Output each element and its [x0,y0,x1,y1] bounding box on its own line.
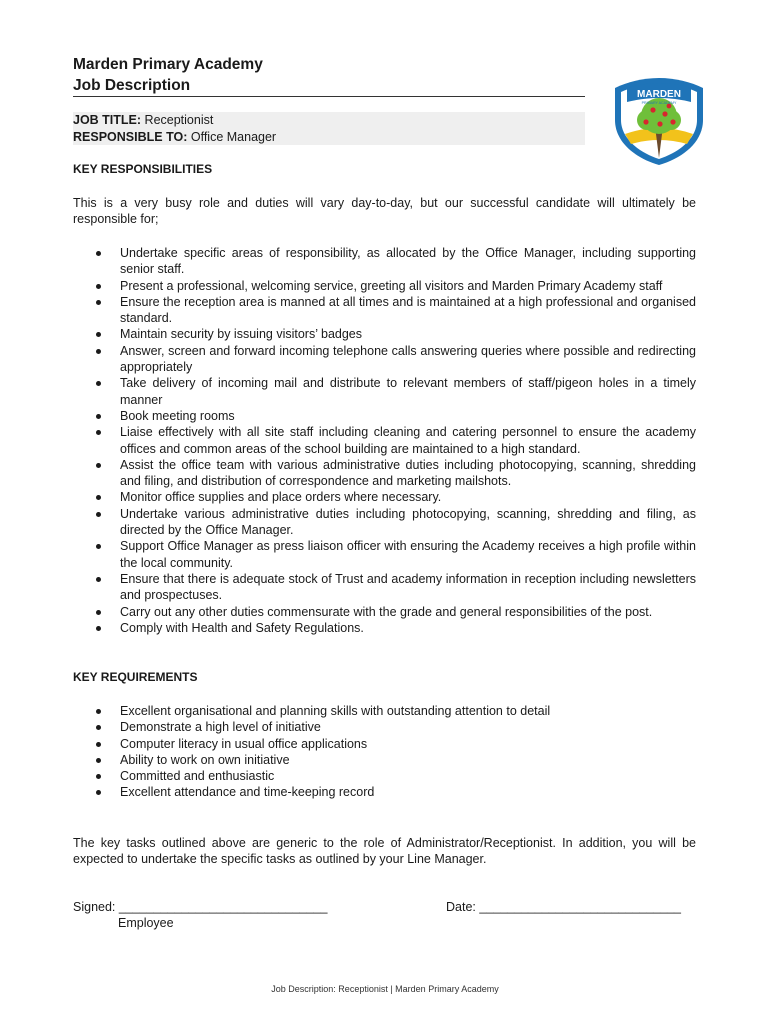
list-item [73,538,696,571]
bullet-icon [96,332,101,337]
bullet-icon [96,626,101,631]
date-field [446,900,681,914]
list-item-text: Maintain security by issuing visitors’ badges [120,327,363,342]
list-item [73,784,696,800]
bullet-icon [96,790,101,795]
list-item-text: Liaise effectively with all site staff including cleaning and catering personnel to ensure the academy offices and common areas of the school building are maintained to a high standard. [120,425,696,456]
bullet-icon [96,742,101,747]
list-item [73,424,696,457]
list-item-text: Book meeting rooms [120,408,235,423]
list-item [73,294,696,327]
list-item-text: Computer literacy in usual office applications [120,736,368,751]
bullet-icon [96,381,101,386]
list-item-text: Carry out any other duties commensurate with the grade and general responsibilities of the post. [120,604,653,619]
signed-line: ______________________________ [118,900,328,914]
list-item [73,278,696,294]
responsibilities-list [73,245,696,636]
list-item-text: Ensure that there is adequate stock of Trust and academy information in reception including newsletters and prospectuses. [120,571,696,603]
requirements-list [73,703,696,801]
responsible-to-row [73,129,585,146]
page-footer: Job Description: Receptionist | Marden Primary Academy [271,984,499,994]
date-label: Date: [446,900,476,914]
signed-field [73,900,327,914]
list-item-text: Assist the office team with various administrative duties including photocopying, scanning, shredding and filing, and distribution of correspondence and marketing mailshots. [120,457,696,489]
bullet-icon [96,414,101,419]
responsibilities-heading: KEY RESPONSIBILITIES [73,162,213,176]
bullet-icon [96,430,101,435]
school-logo [613,76,705,166]
document-type: Job Description [73,77,191,94]
list-item [73,506,696,539]
list-item [73,489,696,505]
list-item [73,343,696,376]
list-item-text: Support Office Manager as press liaison officer with ensuring the Academy receives a high profile within the local community. [120,539,696,570]
date-line: _____________________________ [479,900,681,914]
bullet-icon [96,544,101,549]
school-name: Marden Primary Academy [73,56,263,73]
list-item [73,375,696,408]
bullet-icon [96,709,101,714]
bullet-icon [96,463,101,468]
requirements-heading: KEY REQUIREMENTS [73,670,198,684]
list-item [73,408,696,424]
list-item-text: Undertake specific areas of responsibility, as allocated by the Office Manager, including supporting senior staff. [120,246,696,277]
job-title-value: Receptionist [144,113,214,127]
logo-text: MARDEN [637,89,681,100]
bullet-icon [96,495,101,500]
list-item [73,457,696,490]
list-item [73,703,696,719]
job-info-box [73,112,585,145]
bullet-icon [96,774,101,779]
header [73,54,585,96]
list-item-text: Demonstrate a high level of initiative [120,720,321,735]
bullet-icon [96,284,101,289]
bullet-icon [96,251,101,256]
bullet-icon [96,758,101,763]
list-item-text: Answer, screen and forward incoming telephone calls answering queries where possible and redirecting appropriately [120,343,696,375]
responsibilities-intro: This is a very busy role and duties will vary day-to-day, but our successful candidate will ultimately be responsible for; [73,196,696,227]
closing-paragraph: The key tasks outlined above are generic to the role of Administrator/Receptionist. In addition, you will be expected to undertake the specific tasks as outlined by your Line Manager. [73,836,696,867]
job-title-label: JOB TITLE: [73,113,142,127]
list-item [73,604,696,620]
bullet-icon [96,349,101,354]
responsible-to-label: RESPONSIBLE TO: [73,129,188,144]
job-title-row [73,112,585,129]
list-item [73,571,696,604]
list-item-text: Take delivery of incoming mail and distribute to relevant members of staff/pigeon holes in a timely manner [120,376,696,407]
employee-label: Employee [118,916,174,930]
list-item [73,736,696,752]
responsible-to-value: Office Manager [190,129,277,144]
bullet-icon [96,610,101,615]
list-item-text: Undertake various administrative duties including photocopying, scanning, shredding and filing, as directed by the Office Manager. [120,506,696,538]
list-item [73,752,696,768]
logo-subtext: PRIMARY ACADEMY [641,101,677,105]
list-item-text: Ability to work on own initiative [120,752,290,767]
list-item [73,719,696,735]
list-item [73,245,696,278]
header-rule [73,96,585,97]
list-item-text: Excellent organisational and planning skills with outstanding attention to detail [120,704,551,718]
list-item-text: Excellent attendance and time-keeping record [120,785,375,800]
signed-label: Signed: [73,900,116,914]
list-item-text: Monitor office supplies and place orders where necessary. [120,490,442,505]
list-item [73,620,696,636]
list-item-text: Committed and enthusiastic [120,769,275,784]
list-item [73,768,696,784]
bullet-icon [96,300,101,305]
list-item [73,326,696,342]
bullet-icon [96,577,101,582]
bullet-icon [96,512,101,517]
list-item-text: Ensure the reception area is manned at all times and is maintained at a high professional and organised standard. [120,294,696,326]
list-item-text: Comply with Health and Safety Regulations. [120,620,364,635]
list-item-text: Present a professional, welcoming service, greeting all visitors and Marden Primary Academy staff [120,278,663,293]
bullet-icon [96,725,101,730]
